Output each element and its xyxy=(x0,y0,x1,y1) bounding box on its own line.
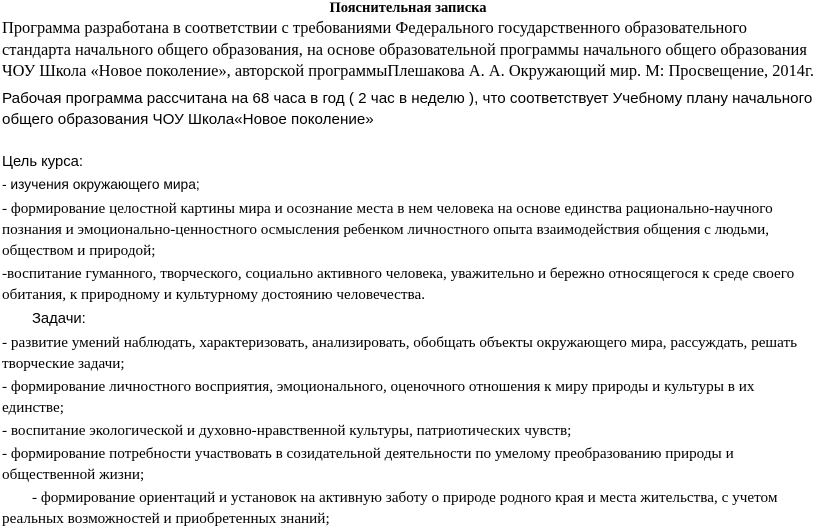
document-title: Пояснительная записка xyxy=(329,0,487,16)
goal-heading: Цель курса: xyxy=(2,153,83,170)
task-item-4: - формирование потребности участвовать в созидательной деятельности по умелому преобразованию природы и общественной жизни; xyxy=(2,444,734,483)
task-item-3: - воспитание экологической и духовно-нравственной культуры, патриотических чувств; xyxy=(2,421,572,439)
task-item-5: - формирование ориентаций и установок на активную заботу о природе родного края и места жительства, с учетом реальных возможностей и приобретенных знаний; xyxy=(2,488,778,527)
goal-item-1: - изучения окружающего мира; xyxy=(2,176,200,192)
task-item-1: - развитие умений наблюдать, характеризовать, анализировать, обобщать объекты окружающего мира, рассуждать, решать творческие задачи; xyxy=(2,333,798,372)
goal-item-2: - формирование целостной картины мира и осознание места в нем человека на основе единства рационально-научного познания и эмоционально-ценностного осмысления ребенком личностного опыта взаимодействия общения с людьми, обществом и природой; xyxy=(2,199,773,259)
intro-paragraph: Программа разработана в соответствии с требованиями Федерального государственного образовательного стандарта начального общего образования, на основе образовательной программы начального общего образования ЧОУ Школа «Новое поколение», авторской программыПлешакова А. А. Окружающий мир. М: Просвещение, 2014г. xyxy=(2,18,814,80)
task-item-2: - формирование личностного восприятия, эмоционального, оценочного отношения к миру природы и культуры в их единстве; xyxy=(2,377,755,416)
tasks-heading: Задачи: xyxy=(32,310,86,327)
hours-paragraph: Рабочая программа рассчитана на 68 часа в год ( 2 час в неделю ), что соответствует Учебному плану начального общего образования ЧОУ Школа«Новое поколение» xyxy=(2,89,813,128)
goal-item-3: -воспитание гуманного, творческого, социально активного человека, уважительно и бережно относящегося к среде своего обитания, к природному и культурному достоянию человечества. xyxy=(2,264,795,303)
